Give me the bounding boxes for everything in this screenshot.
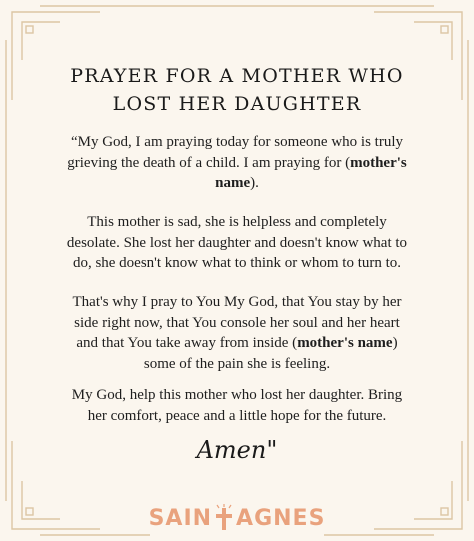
paragraph-line: That's why I pray to You My God, that You stay by her xyxy=(72,294,402,310)
logo-text-right: AGNES xyxy=(236,505,326,531)
mother-name-placeholder: name xyxy=(215,175,251,191)
paragraph-line xyxy=(40,153,434,174)
paragraph-line: do, she doesn't know what to think or whom to turn to. xyxy=(72,255,402,271)
text-segment: and that You take away from inside ( xyxy=(76,335,298,351)
title-line-2: LOST HER DAUGHTER xyxy=(112,93,362,115)
paragraph-line xyxy=(40,173,434,194)
paragraph-final-plea xyxy=(40,385,434,426)
logo-text-left: SAIN xyxy=(148,505,213,531)
paragraph-line: My God, help this mother who lost her daughter. Bring xyxy=(71,387,403,403)
mother-name-placeholder: mother's name xyxy=(297,335,393,351)
paragraph-request xyxy=(40,292,434,374)
paragraph-line: This mother is sad, she is helpless and completely xyxy=(87,214,387,230)
paragraph-line: her comfort, peace and a little hope for the future. xyxy=(87,407,387,424)
text-segment: ). xyxy=(250,175,259,191)
paragraph-line: desolate. She lost her daughter and doesn't know what to xyxy=(66,234,408,251)
paragraph-line: “My God, I am praying today for someone who is truly xyxy=(70,134,404,150)
text-segment: ) xyxy=(392,335,398,351)
title-line-1: PRAYER FOR A MOTHER WHO xyxy=(70,65,404,87)
paragraph-intro xyxy=(40,132,434,194)
amen-closing: Amen" xyxy=(196,436,278,464)
paragraph-line: some of the pain she is feeling. xyxy=(143,355,331,372)
mother-name-placeholder: mother's xyxy=(350,154,407,171)
paragraph-line xyxy=(40,333,434,354)
prayer-title xyxy=(0,62,474,118)
paragraph-line: side right now, that You console her soul and her heart xyxy=(74,314,400,331)
cross-icon xyxy=(214,504,234,532)
paragraph-mother-state xyxy=(40,212,434,274)
text-segment: grieving the death of a child. I am praying for ( xyxy=(67,154,351,171)
saint-agnes-logo[interactable] xyxy=(0,501,474,535)
